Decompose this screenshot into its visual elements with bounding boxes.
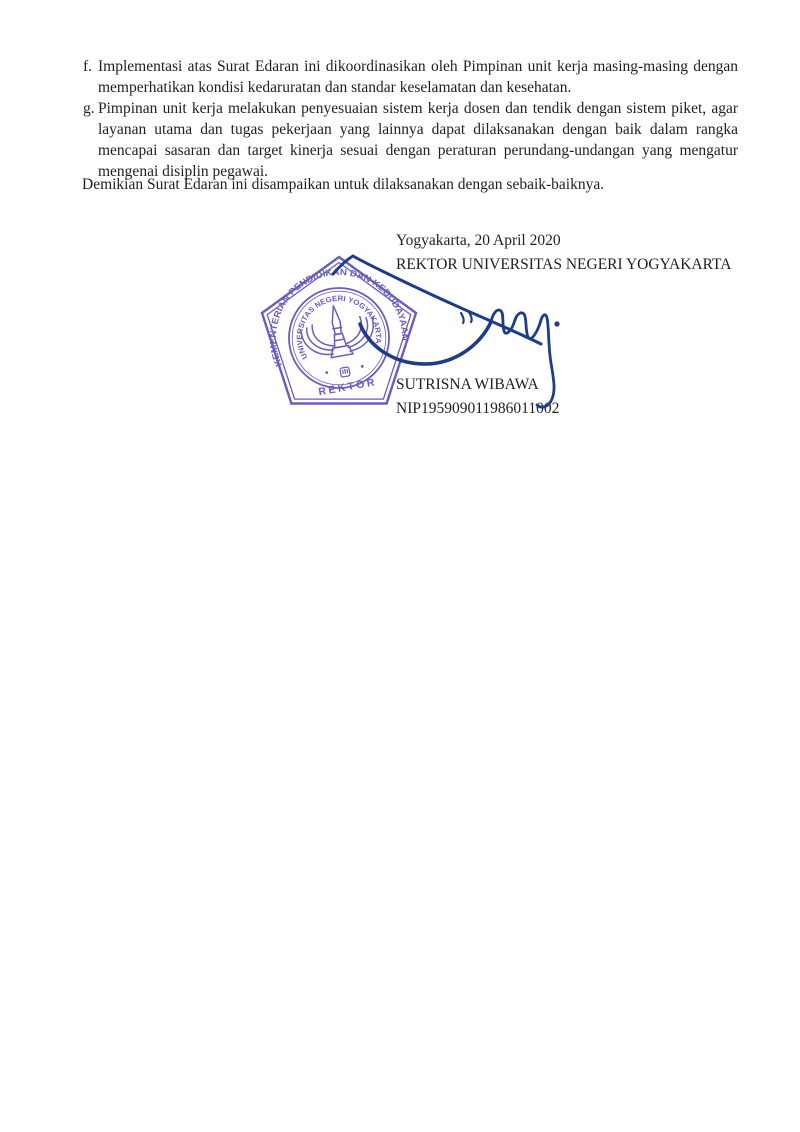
list-item-text: Implementasi atas Surat Edaran ini dikoordinasikan oleh Pimpinan unit kerja masing-masing dengan memperhatikan kondisi kedaruratan dan standar keselamatan dan kesehatan. (98, 58, 738, 96)
list-marker: g. (83, 100, 95, 117)
handwritten-signature (317, 240, 580, 430)
list-marker: f. (83, 58, 93, 75)
list-item-f (83, 56, 738, 98)
stamp-ministry-text: KEMENTERIAN PENDIDIKAN DAN KEBUDAYAAN (267, 266, 411, 369)
signer-title: REKTOR UNIVERSITAS NEGERI YOGYAKARTA (396, 256, 732, 273)
stamp-rektor-text: REKTOR (317, 376, 378, 399)
signer-nip: NIP195909011986011002 (396, 400, 560, 417)
list-item-g (83, 98, 738, 182)
signer-name: SUTRISNA WIBAWA (396, 376, 539, 393)
place-and-date: Yogyakarta, 20 April 2020 (396, 232, 561, 249)
body-text (83, 56, 738, 182)
stamp-university-text: UNIVERSITAS NEGERI YOGYAKARTA (294, 293, 384, 361)
closing-statement: Demikian Surat Edaran ini disampaikan untuk dilaksanakan dengan sebaik-baiknya. (82, 176, 605, 193)
list-item-text: Pimpinan unit kerja melakukan penyesuaian sistem kerja dosen dan tendik dengan sistem piket, agar layanan utama dan tugas pekerjaan yang lainnya dapat dilaksanakan dengan baik dalam rangka mencapai sasaran dan target kinerja sesuai dengan peraturan perundang-undangan yang mengatur mengenai disiplin pegawai. (98, 100, 738, 180)
